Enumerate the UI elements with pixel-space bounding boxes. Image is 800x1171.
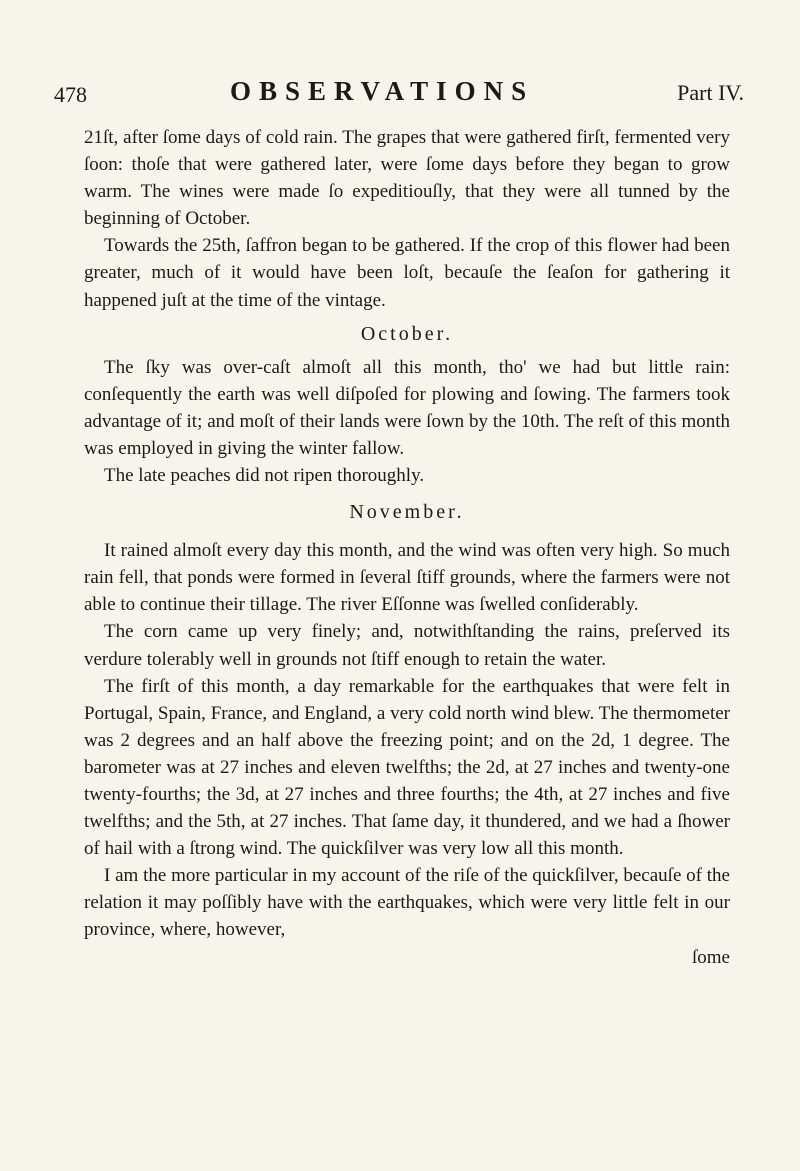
page-number: 478 — [54, 82, 87, 107]
paragraph: 21ſt, after ſome days of cold rain. The grapes that were gathered firſt, fermented very ſoon: thoſe that were gathered later, were ſome days before they began to grow warm. The wines were made ſo expeditiouſly, that they were all tunned by the beginning of October. — [84, 127, 730, 230]
running-title: OBSERVATIONS — [230, 76, 535, 106]
catchword: ſome — [692, 946, 730, 968]
paragraph: It rained almoſt every day this month, and the wind was often very high. So much rain fell, that ponds were formed in ſeveral ſtiff grounds, where the farmers were not able to continue their tillage. The river Eſſonne was ſwelled conſiderably. — [84, 540, 730, 616]
part-label: Part IV. — [677, 80, 744, 105]
month-heading-october: October. — [360, 322, 454, 345]
paragraph: The corn came up very finely; and, notwithſtanding the rains, preſerved its verdure tolerably well in grounds not ſtiff enough to retain the water. — [84, 621, 730, 670]
page-header — [54, 76, 744, 116]
paragraph: I am the more particular in my account of the riſe of the quickſilver, becauſe of the relation it may poſſibly have with the earthquakes, which were very little felt in our province, where, however, — [84, 865, 730, 941]
paragraph: The ſky was over-caſt almoſt all this month, tho' we had but little rain: conſequently the earth was well diſpoſed for plowing and ſowing. The farmers took advantage of it; and moſt of their lands were ſown by the 10th. The reſt of this month was employed in giving the winter fallow. — [84, 356, 730, 459]
month-heading-november: November. — [349, 501, 465, 524]
paragraph: The firſt of this month, a day remarkable for the earthquakes that were felt in Portugal, Spain, France, and England, a very cold north wind blew. The thermometer was 2 degrees and an half above the freezing point; and on the 2d, 1 degree. The barometer was at 27 inches and eleven twelfths; the 2d, at 27 inches and twenty-one twenty-fourths; the 3d, at 27 inches and three fourths; the 4th, at 27 inches and five twelfths; and the 5th, at 27 inches. That ſame day, it thundered, and we had a ſhower of hail with a ſtrong wind. The quickſilver was very low all this month. — [84, 675, 730, 860]
paragraph: The late peaches did not ripen thoroughly. — [104, 465, 425, 487]
paragraph: Towards the 25th, ſaffron began to be gathered. If the crop of this flower had been greater, much of it would have been loſt, becauſe the ſeaſon for gathering it happened juſt at the time of the vintage. — [84, 235, 730, 311]
body-text — [84, 124, 730, 971]
